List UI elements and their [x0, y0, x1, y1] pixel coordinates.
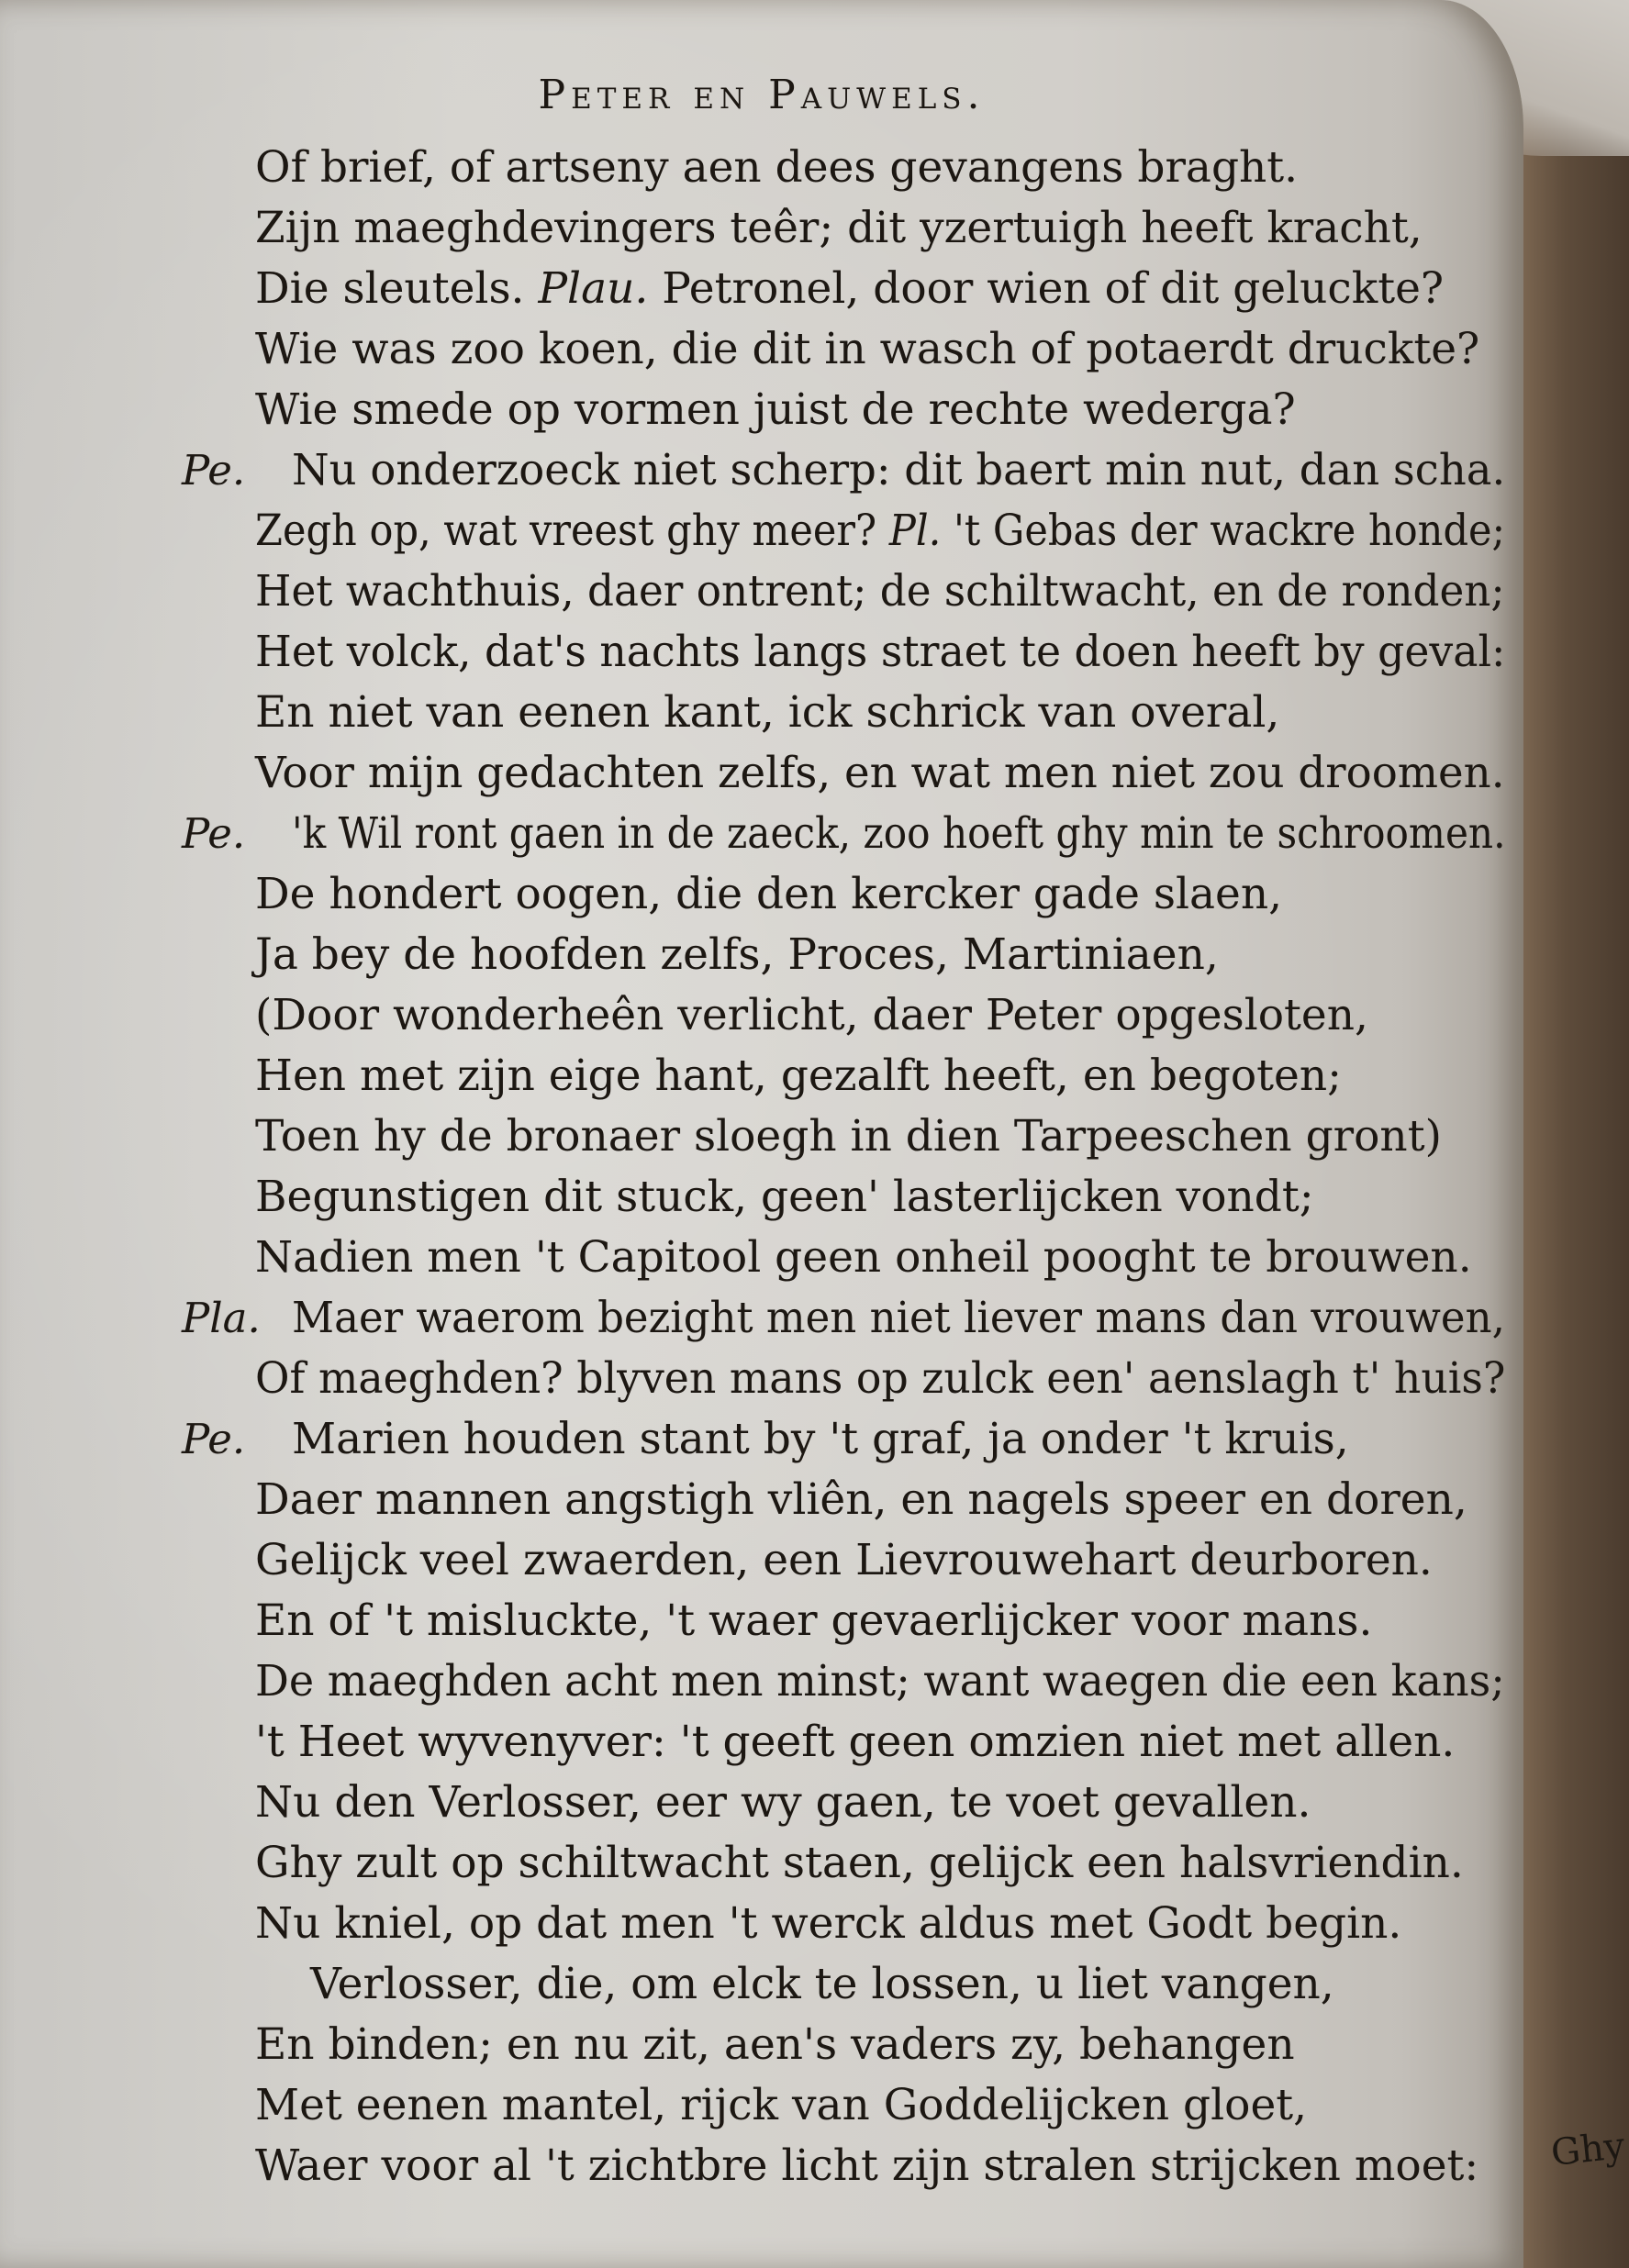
verse-text	[255, 1470, 1467, 1530]
verse-text	[255, 501, 1505, 561]
verse-text	[255, 622, 1505, 683]
verse-line	[0, 2136, 1523, 2196]
book-gutter	[1523, 0, 1629, 2268]
verse-text	[255, 985, 1368, 1046]
verse-text-main: Wie smede op vormen juist de rechte wederga?	[255, 384, 1296, 435]
verse-line	[0, 2015, 1523, 2075]
verse-text	[255, 864, 1282, 925]
verse-line	[0, 1833, 1523, 1894]
verse-line	[0, 925, 1523, 985]
verse-text-main: Maer waerom bezight men niet liever mans dan vrouwen,	[292, 1293, 1505, 1343]
verse-text-main: 't Gebas der wackre honde;	[941, 506, 1506, 556]
verse-text-main: Met eenen mantel, rijck van Goddelijcken gloet,	[255, 2080, 1308, 2130]
verse-text	[255, 198, 1423, 259]
verse-text	[310, 1954, 1334, 2015]
verse-line	[0, 743, 1523, 804]
speaker-label: Pla.	[182, 1294, 261, 1342]
verse-line	[0, 985, 1523, 1046]
verse-line	[0, 1167, 1523, 1228]
verse-text	[255, 1712, 1455, 1773]
verse-text	[255, 1651, 1505, 1712]
verse-text	[255, 1167, 1314, 1228]
verse-text-main: Wie was zoo koen, die dit in wasch of potaerdt druckte?	[255, 324, 1480, 374]
speaker-label: Pe.	[182, 446, 246, 495]
verse-line	[0, 1954, 1523, 2015]
verse-text-main: En niet van eenen kant, ick schrick van overal,	[255, 687, 1280, 738]
verse-text-main: Het wachthuis, daer ontrent; de schiltwacht, en de ronden;	[255, 566, 1505, 617]
verse-text-main: Waer voor al 't zichtbre licht zijn stralen strijcken moet:	[255, 2140, 1479, 2191]
verse-line	[0, 622, 1523, 683]
verse-text	[292, 1288, 1505, 1349]
verse-line	[0, 259, 1523, 319]
verse-line	[0, 1228, 1523, 1288]
verse-text	[292, 804, 1506, 864]
verse-line	[0, 1894, 1523, 1954]
verse-text-main: Gelijck veel zwaerden, een Lievrouwehart deurboren.	[255, 1535, 1433, 1585]
verse-line	[0, 1651, 1523, 1712]
verse-text-main: 'k Wil ront gaen in de zaeck, zoo hoeft ghy min te schroomen.	[292, 808, 1506, 859]
verse-text	[255, 1894, 1401, 1954]
verse-line	[0, 1470, 1523, 1530]
verse-text-main: En of 't misluckte, 't waer gevaerlijcker voor mans.	[255, 1595, 1373, 1646]
verse-line	[0, 1349, 1523, 1409]
verse-line	[0, 1288, 1523, 1349]
verse-text	[255, 259, 1444, 319]
verse-text	[255, 319, 1479, 380]
verse-text	[255, 380, 1296, 440]
verse-text	[255, 2015, 1295, 2075]
verse-text	[255, 683, 1279, 743]
verse-line	[0, 561, 1523, 622]
verse-text-main: Of maeghden? blyven mans op zulck een' aenslagh t' huis?	[255, 1353, 1506, 1404]
verse-text	[255, 2075, 1307, 2136]
verse-text	[255, 1530, 1433, 1591]
verse-line	[0, 1773, 1523, 1833]
verse-line	[0, 1046, 1523, 1106]
verse-text	[255, 925, 1219, 985]
verse-line	[0, 440, 1523, 501]
verse-text-pre: Die sleutels.	[255, 263, 539, 314]
verse-text	[255, 1773, 1311, 1833]
verse-text-main: De maeghden acht men minst; want waegen die een kans;	[255, 1656, 1505, 1707]
verse-text	[255, 2136, 1478, 2196]
verse-text-main: Marien houden stant by 't graf, ja onder 't kruis,	[292, 1414, 1349, 1464]
verse-text-main: Nadien men 't Capitool geen onheil pooght te brouwen.	[255, 1232, 1472, 1283]
verse-line	[0, 1530, 1523, 1591]
verse-line	[0, 683, 1523, 743]
verse-line	[0, 501, 1523, 561]
verse-text-main: 't Heet wyvenyver: 't geeft geen omzien niet met allen.	[255, 1717, 1456, 1767]
verse-line	[0, 1409, 1523, 1470]
verse-line	[0, 198, 1523, 259]
verse-text-main: Ghy zult op schiltwacht staen, gelijck een halsvriendin.	[255, 1838, 1464, 1888]
verse-text-main: (Door wonderheên verlicht, daer Peter opgesloten,	[255, 990, 1368, 1040]
verse-text	[292, 1409, 1349, 1470]
verse-line	[0, 380, 1523, 440]
verse-text	[255, 1046, 1342, 1106]
verse-text-pre: Zegh op, wat vreest ghy meer?	[255, 506, 889, 556]
verse-text-main: Voor mijn gedachten zelfs, en wat men niet zou droomen.	[255, 748, 1505, 798]
verse-text-main: Nu den Verlosser, eer wy gaen, te voet gevallen.	[255, 1777, 1311, 1828]
verse-text-main: Hen met zijn eige hant, gezalft heeft, en begoten;	[255, 1051, 1342, 1101]
verse-line	[0, 1106, 1523, 1167]
verse-text	[255, 1833, 1464, 1894]
verse-text-main: De hondert oogen, die den kercker gade slaen,	[255, 869, 1283, 919]
verse-text-main: Nu onderzoeck niet scherp: dit baert min nut, dan scha.	[292, 445, 1506, 495]
inline-speaker-label: Pl.	[888, 506, 942, 556]
verse-text-main: Nu kniel, op dat men 't werck aldus met Godt begin.	[255, 1898, 1402, 1949]
verse-line	[0, 804, 1523, 864]
verse-text	[255, 743, 1505, 804]
verse-text-main: Zijn maeghdevingers teêr; dit yzertuigh heeft kracht,	[255, 203, 1423, 253]
verse-text-main: Petronel, door wien of dit geluckte?	[648, 263, 1445, 314]
speaker-label: Pe.	[182, 809, 246, 858]
verse-line	[0, 864, 1523, 925]
verse-text	[255, 138, 1298, 198]
verse-text-main: Begunstigen dit stuck, geen' lasterlijcken vondt;	[255, 1172, 1314, 1222]
verse-line	[0, 1591, 1523, 1651]
verse-text	[255, 1228, 1472, 1288]
verse-text-main: Verlosser, die, om elck te lossen, u liet vangen,	[310, 1959, 1334, 2009]
verse-text-main: En binden; en nu zit, aen's vaders zy, behangen	[255, 2019, 1295, 2070]
verse-text-main: Toen hy de bronaer sloegh in dien Tarpeeschen gront)	[255, 1111, 1442, 1162]
verse-text-main: Het volck, dat's nachts langs straet te doen heeft by geval:	[255, 627, 1506, 677]
verse-text-main: Of brief, of artseny aen dees gevangens braght.	[255, 142, 1299, 193]
verse-text	[292, 440, 1505, 501]
verse-text	[255, 1349, 1505, 1409]
verse-text	[255, 1106, 1442, 1167]
verse-line	[0, 319, 1523, 380]
verse-line	[0, 138, 1523, 198]
verse-text	[255, 561, 1505, 622]
running-head: Peter en Pauwels.	[538, 72, 986, 118]
verse-text-main: Daer mannen angstigh vliên, en nagels speer en doren,	[255, 1474, 1467, 1525]
speaker-label: Pe.	[182, 1415, 246, 1463]
inline-speaker-label: Plau.	[538, 263, 649, 314]
catchword: Ghy	[1548, 2124, 1627, 2175]
verse-text	[255, 1591, 1372, 1651]
verse-line	[0, 1712, 1523, 1773]
verse-text-main: Ja bey de hoofden zelfs, Proces, Martiniaen,	[255, 929, 1219, 980]
verse-line	[0, 2075, 1523, 2136]
